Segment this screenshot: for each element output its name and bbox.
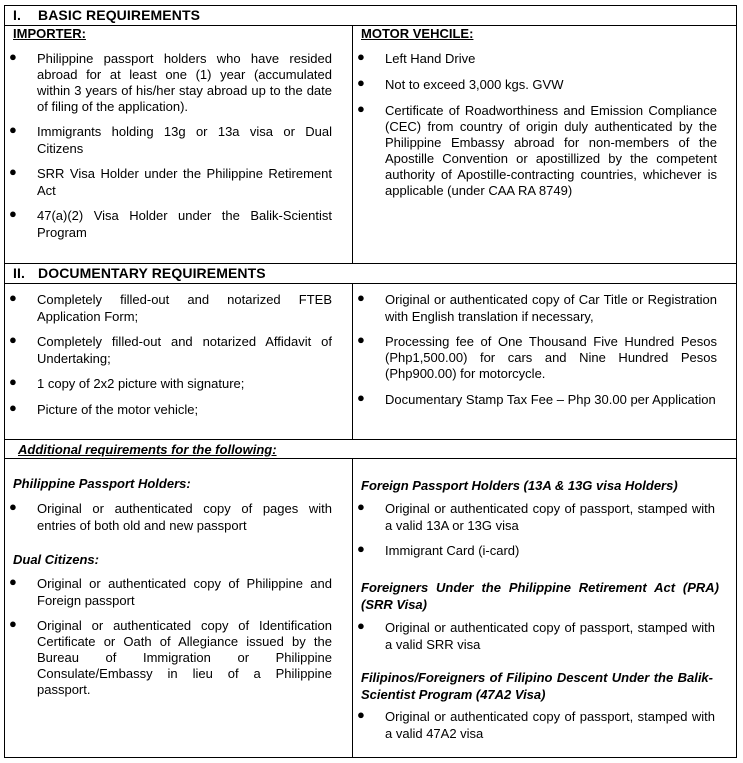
divider (4, 263, 737, 264)
section-number: I. (13, 7, 21, 23)
additional-requirements-heading: Additional requirements for the following: (18, 442, 277, 457)
list-item: ● Immigrants holding 13g or 13a visa or Dual Citizens (9, 122, 332, 156)
list-item: ● Original or authenticated copy of Car Title or Registration with English translation if necessary, (357, 290, 717, 324)
bullet-icon: ● (357, 499, 365, 514)
list-item: ● Original or authenticated copy of passport, stamped with a valid 47A2 visa (357, 707, 715, 741)
column-divider (352, 283, 353, 439)
list-item: ● Immigrant Card (i-card) (357, 541, 520, 558)
pra-heading: Foreigners Under the Philippine Retirement Act (PRA) (SRR Visa) (361, 580, 719, 612)
column-divider (352, 25, 353, 263)
bullet-icon: ● (9, 574, 17, 589)
list-item: ● Processing fee of One Thousand Five Hundred Pesos (Php1,500.00) for cars and Nine Hundred Pesos (Php900.00) for motorcycle. (357, 332, 717, 381)
list-item: ● Picture of the motor vehicle; (9, 400, 199, 417)
bullet-icon: ● (9, 616, 17, 631)
list-item: ● Completely filled-out and notarized FTEB Application Form; (9, 290, 332, 324)
bullet-icon: ● (357, 75, 365, 90)
ph-passport-heading: Philippine Passport Holders: (13, 476, 191, 491)
divider (4, 283, 737, 284)
section-documentary-heading (13, 265, 266, 281)
bullet-icon: ● (9, 164, 17, 179)
balik-scientist-heading: Filipinos/Foreigners of Filipino Descent Under the Balik-Scientist Program (47A2 Visa) (361, 670, 713, 702)
list-item: ● Certificate of Roadworthiness and Emission Compliance (CEC) from country of origin duly authenticated by the Philippine Embassy abroad for non-members of the Apostille Convention or apostillized by the competent authority of Apostille-contracting countries, whichever is applicable (under CAA RA 8749) (357, 101, 717, 198)
list-item: ● 47(a)(2) Visa Holder under the Balik-Scientist Program (9, 206, 332, 240)
bullet-icon: ● (9, 400, 17, 415)
bullet-icon: ● (357, 390, 365, 405)
list-item: ● Original or authenticated copy of passport, stamped with a valid SRR visa (357, 618, 715, 652)
section-basic-heading (13, 7, 200, 23)
bullet-icon: ● (357, 290, 365, 305)
list-item: ● Original or authenticated copy of Identification Certificate or Oath of Allegiance issued by the Bureau of Immigration or Philippine Consulate/Embassy in lieu of a Philippine passport. (9, 616, 332, 697)
list-item: ● Original or authenticated copy of Philippine and Foreign passport (9, 574, 332, 608)
list-item: ● Original or authenticated copy of pages with entries of both old and new passport (9, 499, 332, 533)
section-number: II. (13, 265, 25, 281)
divider (4, 458, 737, 459)
bullet-icon: ● (9, 499, 17, 514)
list-item: ● 1 copy of 2x2 picture with signature; (9, 374, 245, 391)
bullet-icon: ● (357, 49, 365, 64)
column-divider (352, 458, 353, 758)
list-item: ● Original or authenticated copy of passport, stamped with a valid 13A or 13G visa (357, 499, 715, 533)
list-item: ● Philippine passport holders who have resided abroad for at least one (1) year (accumulated within 3 years of his/her stay abroad up to the date of filing of the application). (9, 49, 332, 114)
section-title: BASIC REQUIREMENTS (38, 7, 201, 23)
foreign-passport-heading: Foreign Passport Holders (13A & 13G visa Holders) (361, 478, 678, 493)
bullet-icon: ● (357, 101, 365, 116)
importer-heading: IMPORTER: (13, 26, 86, 41)
list-item: ● Not to exceed 3,000 kgs. GVW (357, 75, 564, 92)
list-item: ● Documentary Stamp Tax Fee – Php 30.00 per Application (357, 390, 716, 407)
dual-citizens-heading: Dual Citizens: (13, 552, 99, 567)
bullet-icon: ● (357, 332, 365, 347)
bullet-icon: ● (357, 618, 365, 633)
bullet-icon: ● (9, 290, 17, 305)
bullet-icon: ● (357, 707, 365, 722)
list-item: ● Left Hand Drive (357, 49, 476, 66)
divider (4, 439, 737, 440)
bullet-icon: ● (357, 541, 365, 556)
motor-vehicle-heading: MOTOR VEHCILE: (361, 26, 474, 41)
section-title: DOCUMENTARY REQUIREMENTS (38, 265, 266, 281)
bullet-icon: ● (9, 206, 17, 221)
bullet-icon: ● (9, 122, 17, 137)
bullet-icon: ● (9, 332, 17, 347)
list-item: ● Completely filled-out and notarized Affidavit of Undertaking; (9, 332, 332, 366)
bullet-icon: ● (9, 49, 17, 64)
list-item: ● SRR Visa Holder under the Philippine Retirement Act (9, 164, 332, 198)
bullet-icon: ● (9, 374, 17, 389)
